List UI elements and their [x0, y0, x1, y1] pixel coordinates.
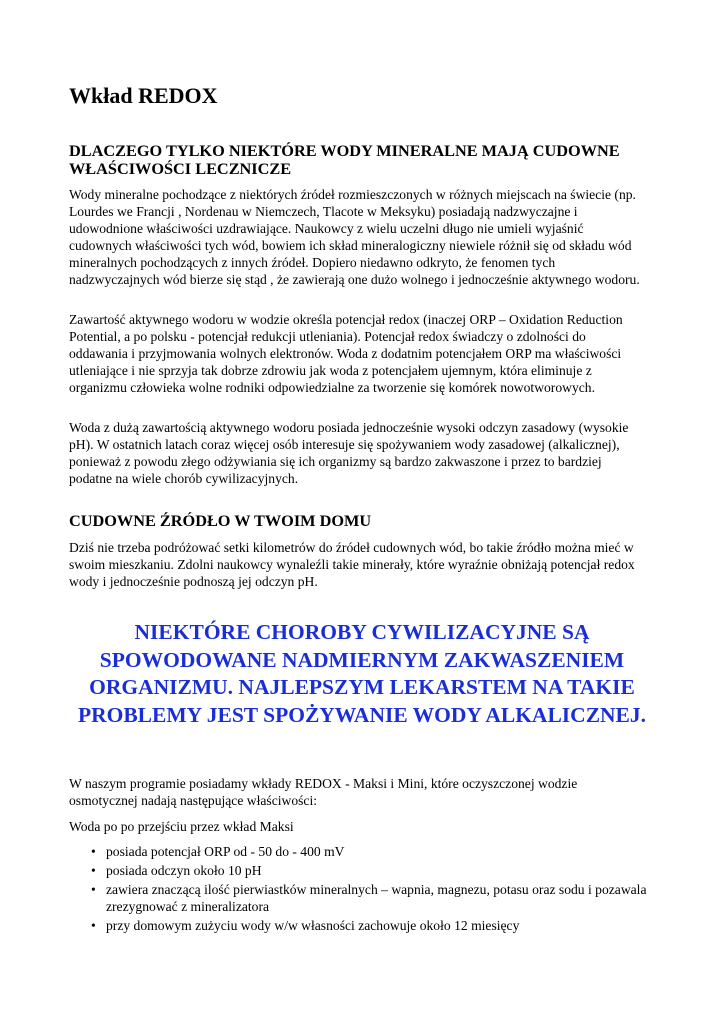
paragraph-alkaline-water: Woda z dużą zawartością aktywnego wodoru posiada jednocześnie wysoki odczyn zasadowy (wysokie pH). W ostatnich latach coraz więcej osób interesuje się spożywaniem wody zasadowej (alkalicznej), ponieważ z powodu złego odżywiania się ich organizmy są bardzo zakwaszone i przez to bardziej podatne na wiele chorób cywilizacyjnych. [69, 420, 629, 486]
section-heading-home-source: CUDOWNE ŹRÓDŁO W TWOIM DOMU [69, 511, 372, 530]
callout-alkaline-message: NIEKTÓRE CHOROBY CYWILIZACYJNE SĄ SPOWODOWANE NADMIERNYM ZAKWASZENIEM ORGANIZMU. NAJLEPSZYM LEKARSTEM NA TAKIE PROBLEMY JEST SPOŻYWANIE WODY ALKALICZNEJ. [77, 620, 647, 727]
list-item-text: przy domowym zużyciu wody w/w własności zachowuje około 12 miesięcy [106, 918, 520, 933]
list-item-text: zawiera znaczącą ilość pierwiastków mineralnych – wapnia, magnezu, potasu oraz sodu i pozawala zrezygnować z mineralizatora [106, 882, 647, 914]
section-heading-why-waters: DLACZEGO TYLKO NIEKTÓRE WODY MINERALNE MAJĄ CUDOWNE WŁAŚCIWOŚCI LECZNICZE [69, 141, 620, 178]
paragraph-home-source: Dziś nie trzeba podróżować setki kilometrów do źródeł cudownych wód, bo takie źródło można mieć w swoim mieszkaniu. Zdolni naukowcy wynaleźli takie minerały, które wyraźnie obniżają potencjał redox wody i jednocześnie podnoszą jej odczyn pH. [69, 540, 635, 589]
page-title: Wkład REDOX [69, 83, 218, 108]
list-item [69, 917, 649, 934]
list-item [69, 881, 649, 915]
paragraph-mineral-waters: Wody mineralne pochodzące z niektórych źródeł rozmieszczonych w różnych miejscach na świecie (np. Lourdes we Francji , Nordenau w Niemczech, Tlacote w Meksyku) posiadają nadzwyczajne i udowodnione właściwości uzdrawiające. Naukowcy z wielu uczelni długo nie umieli wyjaśnić cudownych właściwości tych wód, bowiem ich skład mineralogiczny niewiele różnił się od składu wód mineralnych pochodzących z innych źródeł. Dopiero niedawno odkryto, że fenomen tych nadzwyczajnych wód bierze się stąd , że zawierają one dużo wolnego i jednocześnie aktywnego wodoru. [69, 187, 640, 287]
list-item [69, 862, 649, 879]
list-item [69, 843, 649, 860]
paragraph-active-hydrogen: Zawartość aktywnego wodoru w wodzie określa potencjał redox (inaczej ORP – Oxidation Reduction Potential, a po polsku - potencjał redukcji utleniania). Potencjał redox świadczy o zdolności do oddawania i przyjmowania wolnych elektronów. Woda z dodatnim potencjałem ORP ma właściwości utleniające i nie sprzyja tak dobrze zdrowiu jak woda z potencjałem ujemnym, która eliminuje z organizmu człowieka wolne rodniki odpowiedzialne za tworzenie się komórek nowotworowych. [69, 312, 623, 395]
bullet-icon: • [91, 863, 96, 878]
list-item-text: posiada odczyn około 10 pH [106, 863, 262, 878]
paragraph-maksi-lead: Woda po po przejściu przez wkład Maksi [69, 819, 294, 834]
bullet-icon: • [91, 882, 96, 897]
properties-list [69, 843, 649, 936]
list-item-text: posiada potencjał ORP od - 50 do - 400 mV [106, 844, 345, 859]
paragraph-program-intro: W naszym programie posiadamy wkłady REDOX - Maksi i Mini, które oczyszczonej wodzie osmotycznej nadają następujące właściwości: [69, 776, 578, 808]
bullet-icon: • [91, 844, 96, 859]
bullet-icon: • [91, 918, 96, 933]
